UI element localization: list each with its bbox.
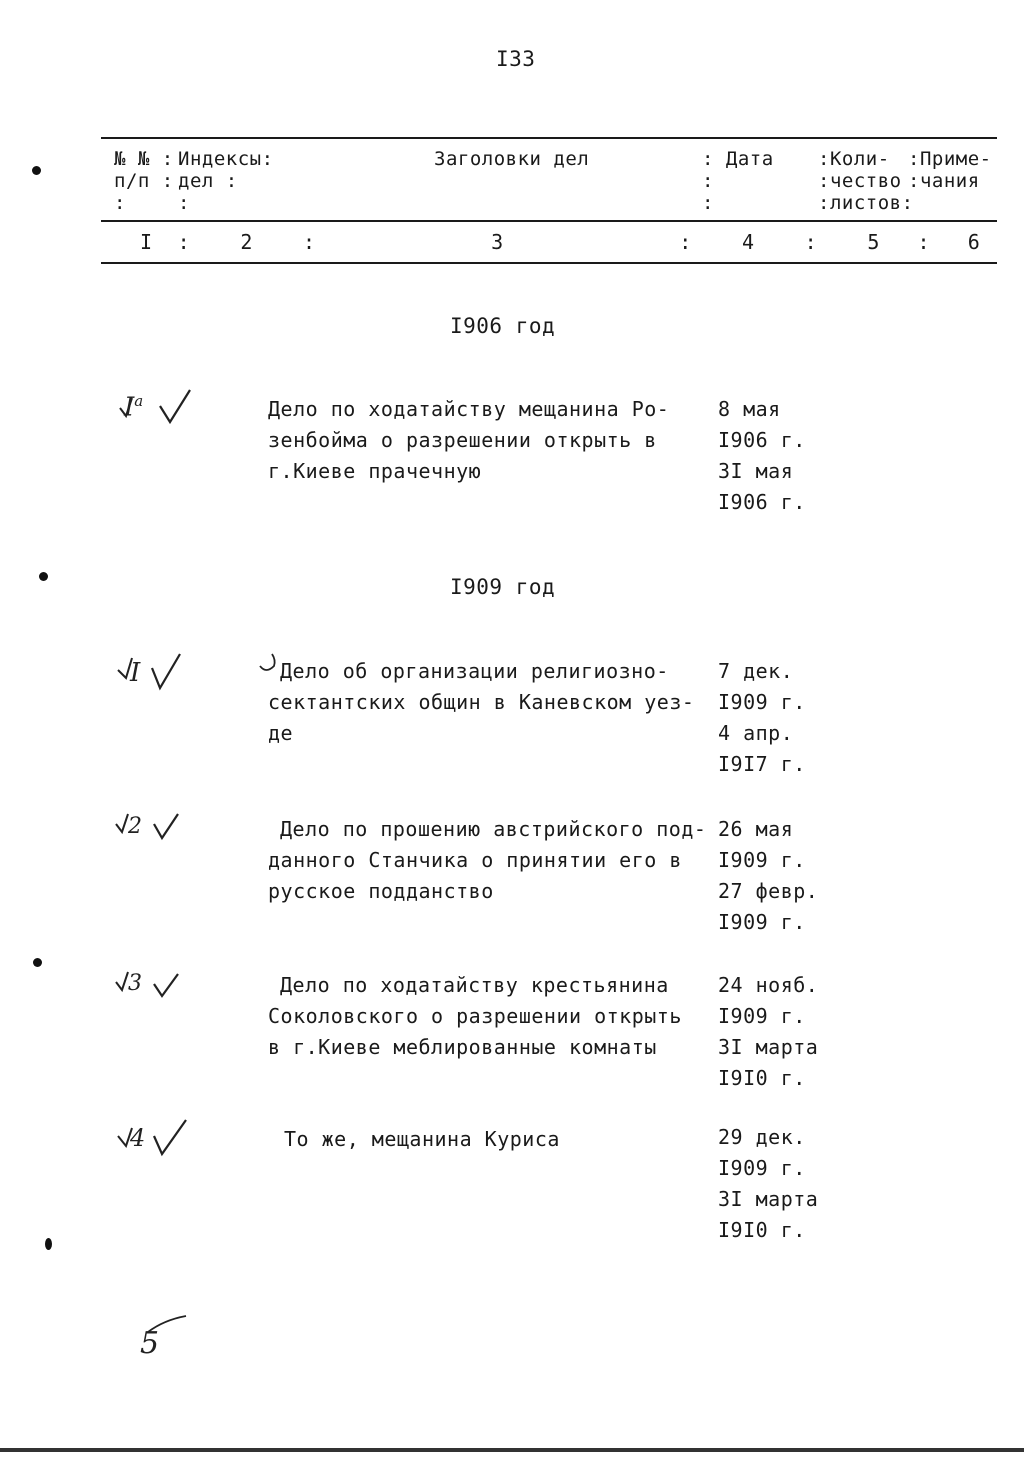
header-col-index: Индексы: дел : : xyxy=(178,148,274,214)
checkmark-icon xyxy=(112,806,184,844)
punch-hole-mark xyxy=(32,166,41,175)
pen-stroke-icon xyxy=(146,1312,190,1336)
entry-mark: $I^a$ xyxy=(124,392,144,423)
punch-hole-mark xyxy=(45,1238,52,1250)
entry-title: Дело по ходатайству крестьянина Соколовского о разрешении открыть в г.Киеве меблированные комнаты xyxy=(268,973,682,1059)
header-col-notes: :Приме- :чания xyxy=(908,148,992,192)
header-col-date: : Дата : : xyxy=(702,148,774,214)
entry-mark: 4 xyxy=(130,1124,146,1152)
year-heading: I906 год xyxy=(450,314,556,338)
page-bottom-edge xyxy=(0,1448,1024,1452)
header-col-number: № № : п/п : : xyxy=(114,148,174,214)
checkmark-icon xyxy=(114,1114,194,1160)
entry-date: 8 мая I906 г. 3I мая I906 г. xyxy=(718,397,806,514)
entry-title: Дело об организации религиозно- сектантских общин в Каневском уез- де xyxy=(268,659,695,745)
header-col-sheets: :Коли- :чество :листов: xyxy=(818,148,914,214)
entry-date: 29 дек. I909 г. 3I марта I9I0 г. xyxy=(718,1125,819,1242)
punch-hole-mark xyxy=(33,958,42,967)
header-bottom-rule xyxy=(101,262,997,264)
checkmark-icon xyxy=(114,648,194,692)
header-col-title: Заголовки дел xyxy=(434,148,590,170)
entry-title: То же, мещанина Куриса xyxy=(284,1127,560,1151)
punch-hole-mark xyxy=(39,572,48,581)
column-numbering-row: I : 2 : 3 : 4 : 5 : 6 xyxy=(140,230,981,254)
year-heading: I909 год xyxy=(450,575,556,599)
checkmark-icon xyxy=(114,386,194,428)
handwritten-mark: 5 xyxy=(140,1326,160,1361)
header-top-rule xyxy=(101,137,997,139)
entry-title: Дело по ходатайству мещанина Ро- зенбойма о разрешении открыть в г.Киеве прачечную xyxy=(268,397,670,483)
entry-mark: 2 xyxy=(128,814,142,839)
entry-date: 7 дек. I909 г. 4 апр. I9I7 г. xyxy=(718,659,806,776)
entry-mark: I xyxy=(130,658,141,688)
entry-date: 26 мая I909 г. 27 февр. I909 г. xyxy=(718,817,819,934)
checkmark-icon xyxy=(112,964,184,1002)
entry-date: 24 нояб. I909 г. 3I марта I9I0 г. xyxy=(718,973,819,1090)
header-mid-rule xyxy=(101,220,997,222)
page-number: I33 xyxy=(496,47,536,71)
entry-title: Дело по прошению австрийского под- данного Станчика о принятии его в русское подданство xyxy=(268,817,707,903)
entry-mark: 3 xyxy=(128,971,142,996)
